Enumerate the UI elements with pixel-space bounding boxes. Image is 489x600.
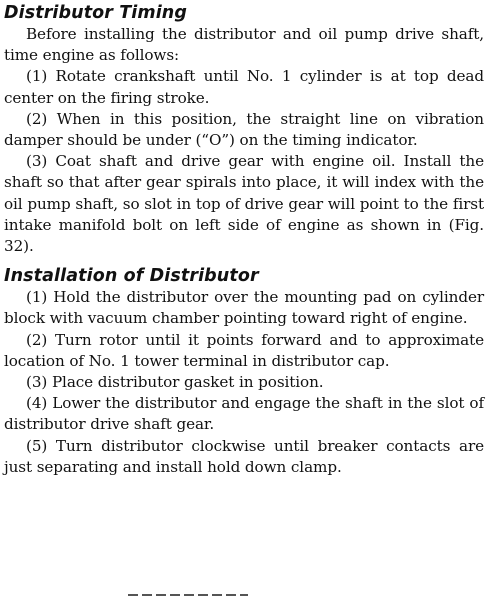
install-step-3: (3) Place distributor gasket in position.	[26, 373, 324, 392]
installation-section	[4, 265, 484, 478]
install-step-2: (2) Turn rotor until it points forward and to approximate location of No. 1 tower terminal in distributor cap.	[4, 330, 484, 370]
install-step-4: (4) Lower the distributor and engage the shaft in the slot of distributor drive shaft gear.	[4, 394, 484, 434]
section-heading: Distributor Timing	[4, 3, 187, 23]
distributor-timing-section	[4, 2, 484, 257]
timing-step-3: (3) Coat shaft and drive gear with engine oil. Install the shaft so that after gear spirals into place, it will index with the oil pump shaft, so slot in top of drive gear will point to the first intake manifold bolt on left side of engine as shown in (Fig. 32).	[4, 152, 484, 256]
section-heading: Installation of Distributor	[4, 266, 259, 287]
timing-step-1: (1) Rotate crankshaft until No. 1 cylinder is at top dead center on the firing stroke.	[4, 67, 484, 107]
page-bottom-rule	[128, 594, 248, 596]
manual-page	[4, 2, 484, 478]
install-step-1: (1) Hold the distributor over the mounting pad on cylinder block with vacuum chamber pointing toward right of engine.	[4, 288, 484, 328]
section-gap	[4, 257, 484, 265]
intro-paragraph: Before installing the distributor and oil pump drive shaft, time engine as follows:	[4, 25, 484, 65]
install-step-5: (5) Turn distributor clockwise until breaker contacts are just separating and install hold down clamp.	[4, 436, 484, 476]
timing-step-2: (2) When in this position, the straight line on vibration damper should be under (“O”) on the timing indicator.	[4, 109, 484, 150]
